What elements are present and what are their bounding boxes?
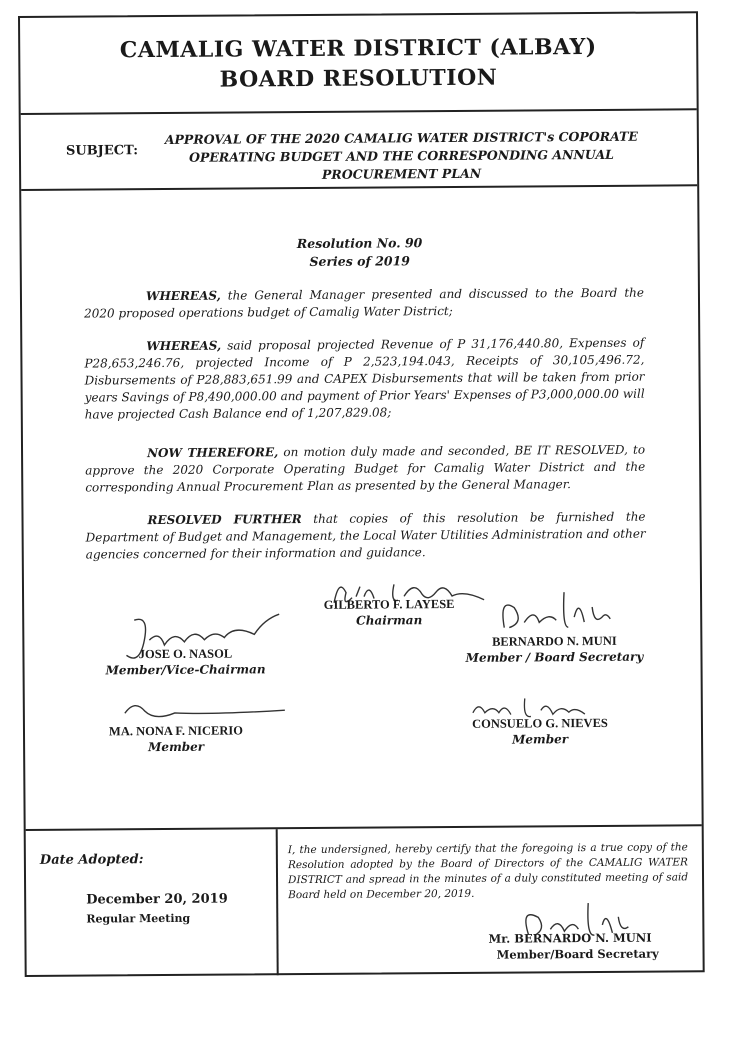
signatory-chairman (309, 596, 469, 629)
paragraph-text: that copies of this resolution be furnished the Department of Budget and Management, the Local Water Utilities Administration and other agencies concerned for their information and guidance. (85, 509, 646, 562)
paragraph-text: on motion duly made and seconded, BE IT RESOLVED, to approve the 2020 Corporate Operating Budget for Camalig Water District and the corresponding Annual Procurement Plan as presented by the General Manager. (85, 442, 646, 495)
certifier-name: Mr. BERNARDO N. MUNI (488, 930, 652, 946)
subject-box (21, 110, 698, 191)
signatory-role: Chairman (356, 613, 423, 628)
paragraph-lead: NOW THEREFORE, (147, 445, 279, 461)
header-title-line2: BOARD RESOLUTION (219, 64, 498, 93)
paragraph-resolved-further (85, 509, 645, 564)
signatory-name: JOSE O. NASOL (138, 646, 233, 662)
paragraph-whereas-1 (84, 285, 644, 323)
paragraph-whereas-2 (84, 335, 645, 424)
certification-box (278, 826, 703, 975)
signatory-member-nieves (455, 715, 625, 748)
signatory-role: Member (148, 739, 205, 755)
signatory-name: GILBERTO F. LAYESE (323, 596, 455, 612)
paragraph-lead: WHEREAS, (146, 338, 222, 354)
date-adopted-label: Date Adopted: (39, 852, 144, 868)
signatory-vice-chairman (90, 645, 280, 678)
date-adopted-value: December 20, 2019 (86, 891, 228, 908)
paragraph-now-therefore (85, 442, 645, 497)
signatory-board-secretary (464, 633, 644, 666)
meeting-type: Regular Meeting (86, 911, 191, 926)
date-adopted-box (26, 829, 279, 977)
signatory-role: Member / Board Secretary (465, 649, 644, 665)
certifier-role: Member/Board Secretary (496, 946, 659, 962)
signatory-member-nicerio (91, 722, 261, 755)
subject-text: APPROVAL OF THE 2020 CAMALIG WATER DISTRICT's COPORATE OPERATING BUDGET AND THE CORRESPONDING ANNUAL PROCUREMENT PLAN (164, 128, 638, 182)
footer-section (26, 824, 703, 977)
resolution-body (21, 186, 701, 829)
subject-label: SUBJECT: (65, 143, 139, 159)
paragraph-lead: WHEREAS, (145, 288, 221, 304)
paragraph-text: the General Manager presented and discussed to the Board the 2020 proposed operations budget of Camalig Water District; (84, 285, 644, 321)
resolution-series: Series of 2019 (309, 253, 411, 269)
certification-text: I, the undersigned, hereby certify that the foregoing is a true copy of the Resolution adopted by the Board of Directors of the CAMALIG WATER DISTRICT and spread in the minutes of a duly constituted meeting of said Board held on December 20, 2019. (287, 841, 689, 902)
signatory-name: CONSUELO G. NIEVES (471, 715, 608, 731)
signatory-name: MA. NONA F. NICERIO (108, 723, 244, 739)
header-title-line1: CAMALIG WATER DISTRICT (ALBAY) (119, 33, 597, 64)
signatory-role: Member/Vice-Chairman (105, 662, 266, 678)
paragraph-lead: RESOLVED FURTHER (147, 512, 302, 528)
resolution-document (18, 11, 705, 977)
signature-nona-image (115, 694, 295, 725)
signatory-name: BERNARDO N. MUNI (492, 633, 617, 649)
document-header (20, 13, 697, 115)
resolution-number: Resolution No. 90 (296, 235, 423, 252)
signatory-role: Member (512, 732, 569, 747)
paragraph-text: said proposal projected Revenue of P 31,176,440.80, Expenses of P28,653,246.76, projected Income of P 2,523,194.043, Receipts of 30,105,496.72, Disbursements of P28,883,651.99 and CAPEX Disbursements that will be taken from prior years Savings of P8,490,000.00 and payment of Prior Years' Expenses of P3,000,000.00 will have projected Cash Balance end of 1,207,829.08; (84, 335, 645, 422)
resolution-number-block (22, 232, 698, 273)
